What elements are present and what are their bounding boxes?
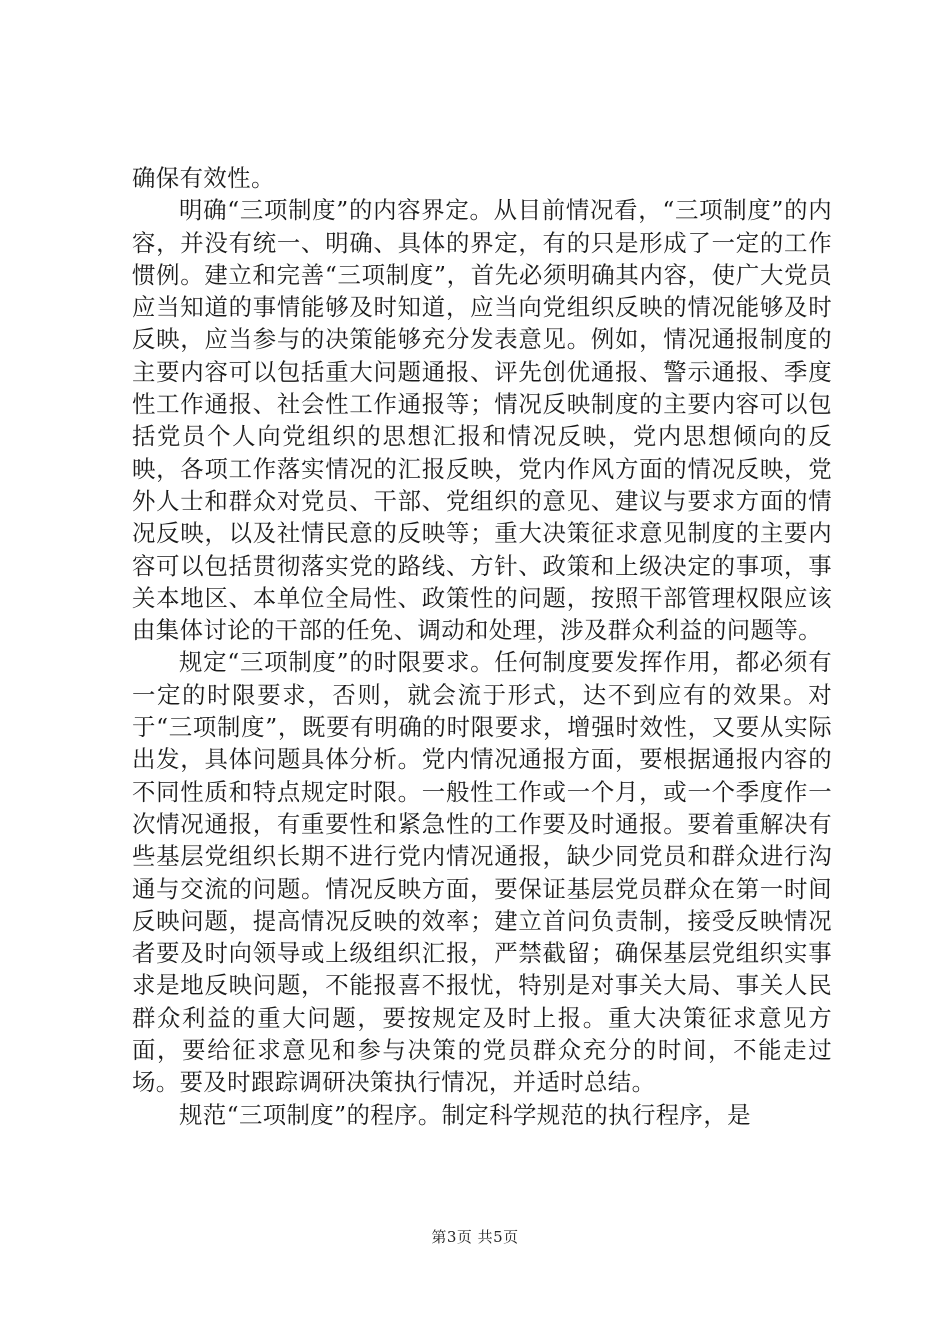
paragraph-procedure: 规范“三项制度”的程序。制定科学规范的执行程序，是: [179, 1100, 751, 1129]
page-number-footer: 第3页 共5页: [431, 1228, 519, 1246]
paragraph-content-definition: 明确“三项制度”的内容界定。从目前情况看，“三项制度”的内容，并没有统一、明确、具体的界定，有的只是形成了一定的工作惯例。建立和完善“三项制度”，首先必须明确其内容，使广大党员应当知道的事情能够及时知道，应当向党组织反映的情况能够及时反映，应当参与的决策能够充分发表意见。例如，情况通报制度的主要内容可以包括重大问题通报、评先创优通报、警示通报、季度性工作通报、社会性工作通报等；情况反映制度的主要内容可以包括党员个人向党组织的思想汇报和情况反映，党内思想倾向的反映，各项工作落实情况的汇报反映，党内作风方面的情况反映，党外人士和群众对党员、干部、党组织的意见、建议与要求方面的情况反映，以及社情民意的反映等；重大决策征求意见制度的主要内容可以包括贯彻落实党的路线、方针、政策和上级决定的事项，事关本地区、本单位全局性、政策性的问题，按照干部管理权限应该由集体讨论的干部的任免、调动和处理，涉及群众利益的问题等。: [132, 196, 832, 645]
document-body: [132, 162, 832, 1131]
paragraph-continuation: 确保有效性。: [132, 164, 275, 192]
paragraph-time-requirements: 规定“三项制度”的时限要求。任何制度要发挥作用，都必须有一定的时限要求，否则，就会流于形式，达不到应有的效果。对于“三项制度”，既要有明确的时限要求，增强时效性，又要从实际出发，具体问题具体分析。党内情况通报方面，要根据通报内容的不同性质和特点规定时限。一般性工作或一个月，或一个季度作一次情况通报，有重要性和紧急性的工作要及时通报。要着重解决有些基层党组织长期不进行党内情况通报，缺少同党员和群众进行沟通与交流的问题。情况反映方面，要保证基层党员群众在第一时间反映问题，提高情况反映的效率；建立首问负责制，接受反映情况者要及时向领导或上级组织汇报，严禁截留；确保基层党组织实事求是地反映问题，不能报喜不报忧，特别是对事关大局、事关人民群众利益的重大问题，要按规定及时上报。重大决策征求意见方面，要给征求意见和参与决策的党员群众充分的时间，不能走过场。要及时跟踪调研决策执行情况，并适时总结。: [132, 648, 832, 1097]
